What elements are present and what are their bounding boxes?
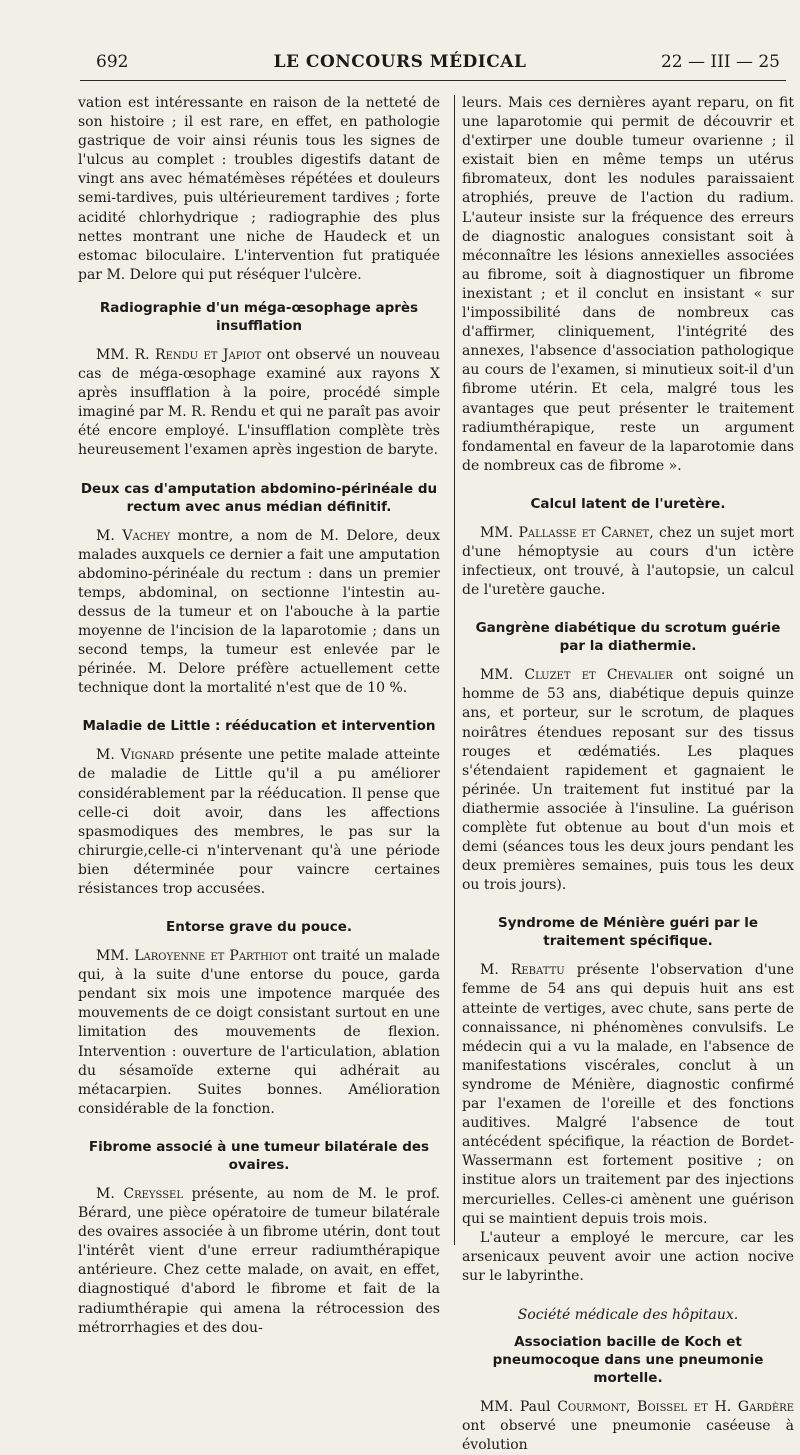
header-rule (80, 80, 786, 81)
journal-title: LE CONCOURS MÉDICAL (273, 52, 527, 72)
body-text: , chez un sujet mort d'une hémoptysie au cours d'un ictère infectieux, ont trouvé, à l'autopsie, un calcul de l'uretère gauche. (462, 524, 795, 599)
section-title: Gangrène diabétique du scrotum guérie par la diathermie. (475, 620, 781, 655)
society-heading: Société médicale des hôpitaux. (517, 1306, 739, 1323)
section-paragraph (78, 346, 440, 461)
section-paragraph (78, 527, 440, 699)
author-names: Laroyenne et Parthiot (134, 948, 288, 965)
body-text: ont soigné un homme de 53 ans, diabétique depuis quinze ans, et porteur, sur le scrotum, de plaques noirâtres étendues reposant sur des tissus rouges et œdématiés. Les plaques s'étendaient rapidement et gagnaient le périnée. Un traitement fut institué par la diathermie associée à l'insuline. La guérison complète fut obtenue au bout d'un mois et demi (séances tous les deux jours pendant les deux premières semaines, puis tous les deux ou trois jours). (462, 667, 794, 894)
section-paragraph (78, 1185, 440, 1338)
lead-text: MM. (480, 667, 525, 684)
lead-text: MM. (480, 524, 519, 541)
continuation-paragraph: leurs. Mais ces dernières ayant reparu, on fit une laparotomie qui permit de découvrir et d'extirper une double tumeur ovarienne ; il existait bien en même temps un utérus fibromateux, dont les nodules paraissaient atrophiés, preuve de l'action du radium. L'auteur insiste sur la fréquence des erreurs de diagnostic analogues consistant soit à méconnaître les lésions annexielles associées au fibrome, soit à diagnostiquer un fibrome inexistant ; et il conclut en insistant « sur l'impossibilité dans de nombreux cas d'affirmer, cliniquement, l'intégrité des annexes, l'absence d'association pathologique au cours de l'examen, si minutieux soit-il d'un fibrome utérin. Et cela, malgré tous les avantages que peut présenter le traitement radiumthérapique, reste un argument fondamental en faveur de la laparotomie dans de nombreux cas de fibrome ». (462, 95, 794, 474)
body-text: présente l'observation d'une femme de 54 ans qui depuis huit ans est atteinte de vertiges, avec chute, sans perte de connaissance, ni phénomènes convulsifs. Le médecin qui a vu la malade, en l'absence de manifestations viscérales, conclut à un syndrome de Ménière, diagnostic confirmé par l'examen de l'oreille et des fonctions auditives. Malgré l'absence de tout antécédent spécifique, la réaction de Bordet-Wassermann est fortement positive ; on institue alors un traitement par des injections mercurielles. Celles-ci amènent une guérison qui se maintient depuis trois mois. (462, 962, 794, 1227)
section-title: Association bacille de Koch et pneumocoque dans une pneumonie mortelle. (492, 1334, 764, 1387)
author-names: Vignard (120, 747, 175, 764)
section-title: Radiographie d'un méga-œsophage après insufflation (99, 299, 419, 334)
section-title: Deux cas d'amputation abdomino-périnéale du rectum avec anus médian définitif. (80, 480, 438, 515)
left-column (78, 94, 440, 1338)
intro-paragraph: vation est intéressante en raison de la netteté de son histoire ; il est rare, en effet, en pathologie gastrique de voir ainsi réunis tous les signes de l'ulcus au complet : troubles digestifs datant de vingt ans avec hématémèses répétées et douleurs semi-tardives, puis ultérieurement tardives ; forte acidité chlorhydrique ; radiographie des plus nettes montrant une niche de Haudeck et un estomac biloculaire. L'intervention fut pratiquée par M. Delore qui put réséquer l'ulcère. (78, 95, 440, 283)
section-title: Syndrome de Ménière guéri par le traitement spécifique. (497, 915, 758, 950)
section-paragraph (462, 961, 794, 1228)
body-text: ont observé un nouveau cas de méga-œsophage examiné aux rayons X après insufflation à la poire, procédé simple imaginé par M. R. Rendu et qui ne paraît pas avoir été encore employé. L'insufflation complète très heureusement l'examen après ingestion de baryte. (78, 346, 440, 459)
author-names: Cluzet et Chevalier (524, 667, 673, 684)
author-names: Creyssel (123, 1185, 183, 1202)
author-names: Vachey (122, 527, 170, 544)
body-text: ont traité un malade qui, à la suite d'une entorse du pouce, garda pendant six mois une impotence marquée des mouvements de ce doigt consistant surtout en une limitation des mouvements de flexion. Intervention : ouverture de l'articulation, ablation du sésamoïde externe qui adhérait au métacarpien. Suites bonnes. Amélioration considérable de la fonction. (78, 948, 440, 1117)
author-names: Rebattu (510, 962, 565, 979)
body-text: présente une petite malade atteinte de maladie de Little qu'il a pu améliorer considérablement par la rééducation. Il pense que celle-ci doit avoir, dans les affections spasmodiques des membres, le pas sur la chirurgie,celle-ci n'intervenant qu'à une période bien déterminée pour vaincre certaines résistances trop accusées. (78, 747, 440, 897)
section-paragraph (78, 746, 440, 899)
section-paragraph: L'auteur a employé le mercure, car les arsenicaux peuvent avoir une action nocive sur le labyrinthe. (462, 1229, 794, 1284)
author-names: Pallasse et Carnet (518, 524, 650, 541)
author-names: R. Rendu et Japiot (134, 346, 262, 363)
column-divider (454, 95, 455, 1245)
section-paragraph (462, 666, 794, 895)
section-title: Calcul latent de l'uretère. (530, 495, 726, 512)
section-title: Maladie de Little : rééducation et intervention (82, 718, 436, 735)
section-paragraph (78, 947, 440, 1119)
lead-text: MM. (96, 346, 135, 363)
lead-text: M. (96, 527, 123, 544)
issue-date: 22 — III — 25 (660, 52, 780, 72)
body-text: montre, a nom de M. Delore, deux malades auxquels ce dernier a fait une amputation abdomino-périnéale du rectum : dans un premier temps, abdominal, on sectionne l'intestin au-dessus de la tumeur et on l'abouche à la partie moyenne de l'incision de la laparotomie ; dans un second temps, la tumeur est enlevée par le périnée. M. Delore préfère actuellement cette technique dont la mortalité n'est que de 10 %. (78, 527, 440, 697)
body-text: présente, au nom de M. le prof. Bérard, une pièce opératoire de tumeur bilatérale des ovaires associée à un fibrome utérin, dont tout l'intérêt vient d'une erreur radiumthérapique antérieure. Chez cette malade, on avait, en effet, diagnostiqué d'abord le fibrome et fait de la radiumthérapie qui amena la rétrocession des métrorrhagies et des dou- (78, 1185, 440, 1336)
lead-text: M. (480, 962, 511, 979)
lead-text: MM. Paul (480, 1399, 558, 1416)
section-title: Fibrome associé à une tumeur bilatérale des ovaires. (88, 1138, 430, 1173)
right-column (462, 94, 794, 1455)
lead-text: M. (96, 747, 121, 764)
body-text: ont observé une pneumonie caséeuse à évolution (462, 1418, 794, 1454)
lead-text: M. (96, 1185, 124, 1202)
section-paragraph (462, 524, 794, 600)
section-paragraph (462, 1398, 794, 1455)
lead-text: MM. (96, 948, 135, 965)
page-number: 692 (96, 52, 129, 72)
section-title: Entorse grave du pouce. (165, 919, 352, 936)
author-names: Courmont, Boissel et H. Gardère (557, 1399, 795, 1416)
